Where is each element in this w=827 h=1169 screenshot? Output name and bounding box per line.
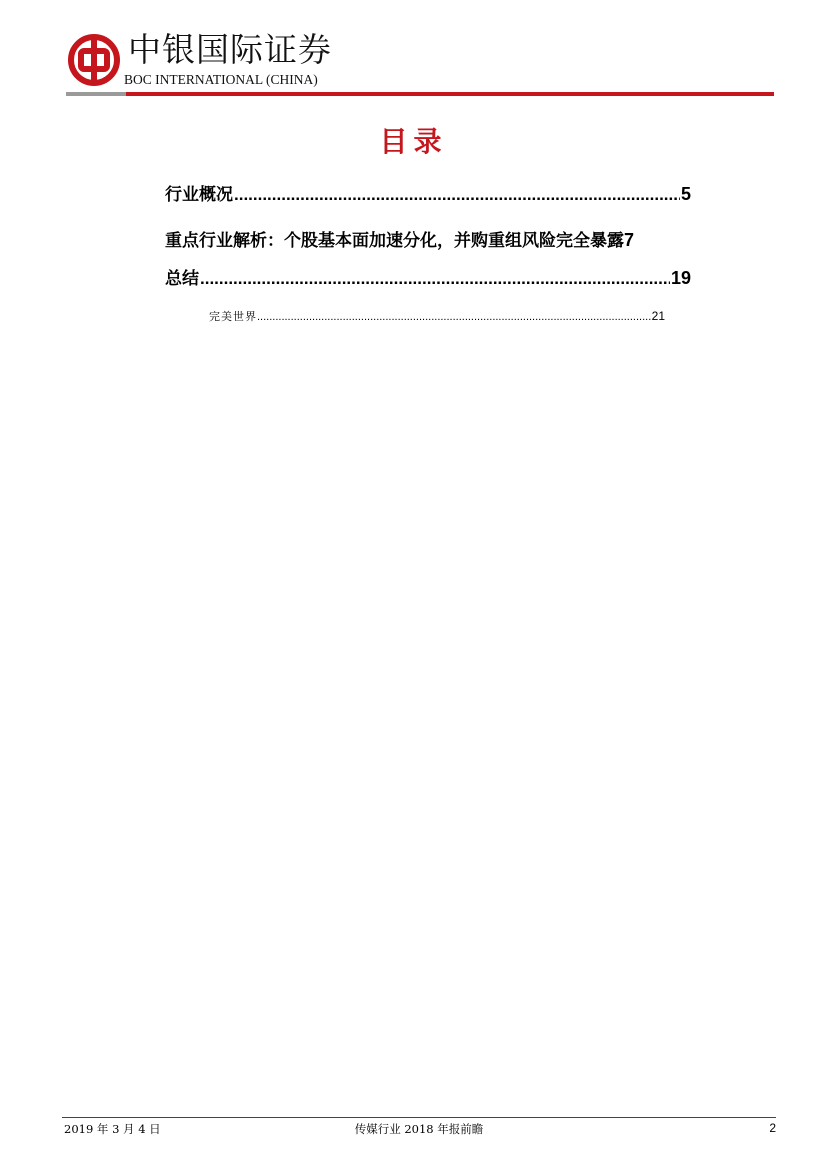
toc-entry-key-industry-analysis[interactable] [165, 226, 691, 251]
toc-dot-leader [200, 269, 670, 289]
footer-rule [62, 1117, 776, 1118]
footer-page-number: 2 [769, 1121, 776, 1135]
toc-sub-entry-page: 21 [651, 309, 665, 323]
toc-sub-entry-perfect-world[interactable] [209, 308, 665, 324]
toc-entry-label: 行业概况 [165, 185, 233, 205]
toc-entry-page: 5 [680, 184, 691, 204]
toc-entry-page: 19 [670, 268, 691, 288]
company-name-cn: 中银国际证券 [128, 30, 332, 69]
header-rule-red [126, 92, 774, 96]
toc-entry-label: 总结 [165, 269, 199, 289]
footer-doc-title: 传媒行业 2018 年报前瞻 [354, 1122, 484, 1136]
toc-entry-label: 重点行业解析：个股基本面加速分化，并购重组风险完全暴露 [165, 231, 624, 251]
toc-dot-leader [234, 185, 680, 205]
header-rule-gray [66, 92, 126, 96]
boc-logo-icon [68, 34, 120, 86]
page-footer [62, 1121, 776, 1137]
toc-entry-industry-overview[interactable] [165, 180, 691, 205]
toc-dot-leader [257, 311, 652, 323]
toc-entry-page: 7 [624, 230, 635, 250]
footer-date: 2019 年 3 月 4 日 [64, 1122, 161, 1136]
toc-entry-summary[interactable] [165, 264, 691, 289]
company-name-en: BOC INTERNATIONAL (CHINA) [124, 72, 318, 87]
page-header [0, 0, 827, 100]
toc-sub-entry-label: 完美世界 [209, 310, 257, 323]
toc-title: 目录 [379, 125, 448, 158]
